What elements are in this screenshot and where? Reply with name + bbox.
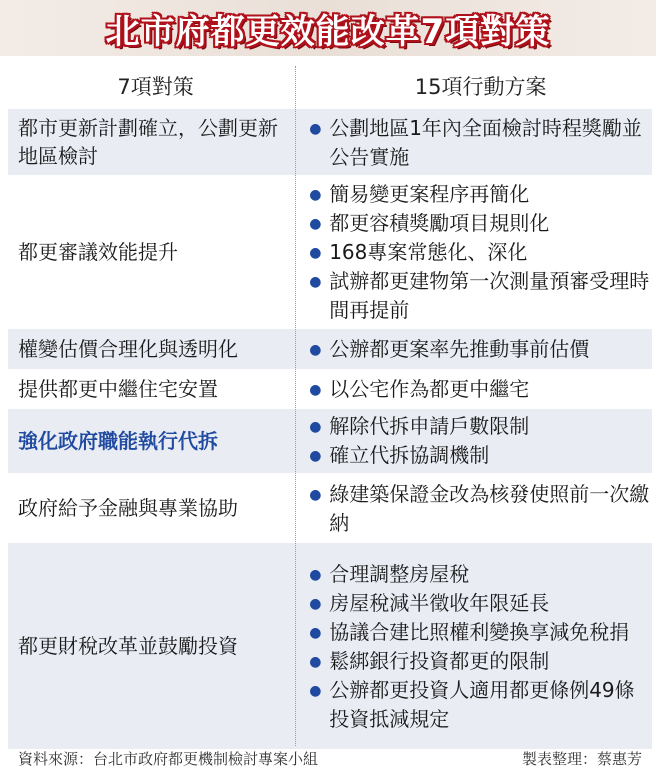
- actions-cell: [293, 335, 652, 364]
- bullet-icon: ●: [309, 624, 322, 641]
- actions-cell: [293, 180, 652, 324]
- bullet-icon: ●: [309, 486, 322, 503]
- table-row: [8, 175, 652, 328]
- action-item: ● 試辦都更建物第一次測量預審受理時間再提前: [309, 269, 650, 322]
- action-item: ● 綠建築保證金改為核發使照前一次繳納: [309, 481, 650, 535]
- bullet-icon: ●: [309, 274, 322, 290]
- bullet-icon: ●: [309, 381, 322, 398]
- action-item: ● 鬆綁銀行投資都更的限制: [309, 647, 652, 676]
- bullet-icon: ●: [309, 595, 322, 612]
- bullet-icon: ●: [309, 187, 322, 203]
- bullet-icon: ●: [309, 120, 322, 137]
- table-row: [8, 473, 652, 542]
- source-note: 資料來源：台北市政府都更機制檢討專案小組: [18, 750, 319, 768]
- table-row: [8, 542, 652, 749]
- action-item: ● 確立代拆協調機制: [309, 441, 652, 470]
- footer: [18, 748, 642, 769]
- column-divider: [295, 66, 297, 746]
- strategy-cell: 都更審議效能提升: [18, 240, 178, 264]
- action-item: ● 都更容積獎勵項目規則化: [309, 209, 652, 238]
- action-item: ● 解除代拆申請戶數限制: [309, 412, 652, 441]
- action-item: ● 協議合建比照權利變換享減免稅捐: [309, 618, 652, 647]
- header-strategies: 7項對策: [117, 75, 194, 99]
- action-item: ● 合理調整房屋稅: [309, 560, 652, 589]
- strategy-cell: 都更財稅改革並鼓勵投資: [18, 634, 238, 658]
- action-item: ● 簡易變更案程序再簡化: [309, 180, 652, 209]
- page-title: 北市府都更效能改革7項對策: [105, 11, 551, 52]
- strategy-cell: 權變估價合理化與透明化: [18, 337, 238, 361]
- title-banner: [0, 0, 656, 56]
- bullet-icon: ●: [309, 653, 322, 670]
- table-row: [8, 408, 652, 473]
- bullet-icon: ●: [309, 245, 322, 261]
- actions-cell: [293, 114, 652, 171]
- strategy-cell: 提供都更中繼住宅安置: [18, 377, 218, 401]
- table-row: [8, 369, 652, 408]
- action-item: ● 公劃地區1年內全面檢討時程獎勵並公告實施: [309, 115, 642, 169]
- strategy-cell: 強化政府職能執行代拆: [18, 429, 218, 453]
- actions-cell: [293, 560, 652, 733]
- strategy-cell: 政府給予金融與專業協助: [18, 496, 238, 520]
- credit-note: 製表整理：蔡惠芳: [521, 750, 642, 768]
- action-item: ● 168專案常態化、深化: [309, 238, 652, 267]
- bullet-icon: ●: [309, 682, 322, 699]
- actions-cell: [293, 480, 652, 537]
- strategy-table: [8, 66, 652, 749]
- bullet-icon: ●: [309, 216, 322, 232]
- header-actions: 15項行動方案: [414, 75, 547, 99]
- bullet-icon: ●: [309, 448, 322, 464]
- actions-cell: [293, 412, 652, 470]
- table-header: [8, 66, 652, 108]
- actions-cell: [293, 375, 652, 404]
- bullet-icon: ●: [309, 419, 322, 435]
- table-row: [8, 328, 652, 369]
- action-item: ● 公辦都更投資人適用都更條例49條投資抵減規定: [309, 677, 635, 731]
- bullet-icon: ●: [309, 341, 322, 358]
- bullet-icon: ●: [309, 566, 322, 583]
- table-row: [8, 108, 652, 175]
- strategy-cell: 都市更新計劃確立，公劃更新地區檢討: [18, 116, 278, 168]
- action-item: ● 以公宅作為都更中繼宅: [309, 375, 652, 404]
- action-item: ● 公辦都更案率先推動事前估價: [309, 335, 652, 364]
- action-item: ● 房屋稅減半徵收年限延長: [309, 589, 652, 618]
